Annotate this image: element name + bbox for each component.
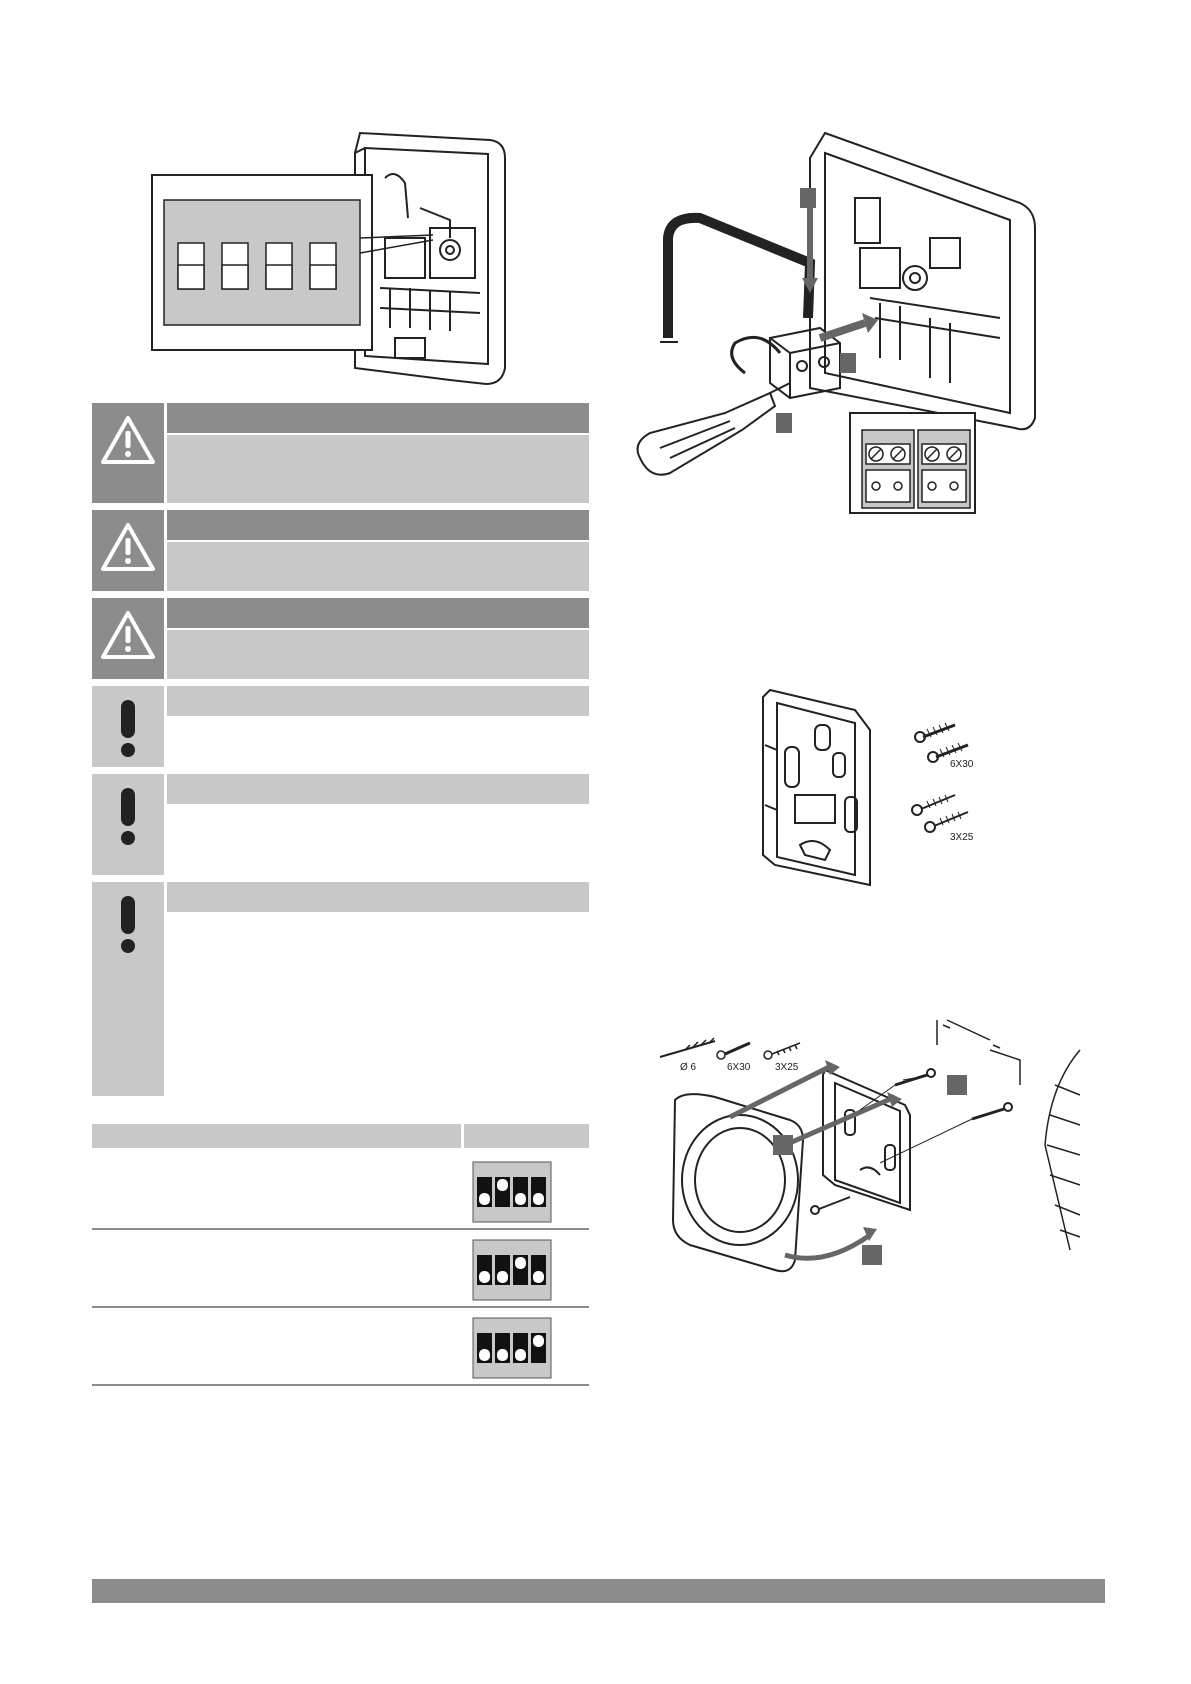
wiring-figure xyxy=(630,128,1050,518)
dip-switch-diagram xyxy=(472,1317,552,1379)
notice-body xyxy=(167,435,589,503)
warning-icon-box xyxy=(92,598,164,679)
note-notice xyxy=(92,774,589,875)
switch-knob-down xyxy=(533,1193,544,1205)
exclamation-icon xyxy=(118,894,138,954)
switch-knob-up xyxy=(533,1335,544,1347)
note-icon-box xyxy=(92,774,164,875)
warning-triangle-icon xyxy=(100,522,156,572)
notice-header xyxy=(167,598,589,628)
table-row xyxy=(92,1150,589,1230)
switch-knob-up xyxy=(515,1257,526,1269)
notice-header xyxy=(167,403,589,433)
switch-knob-down xyxy=(497,1271,508,1283)
notice-body xyxy=(167,718,589,767)
notice-body xyxy=(167,542,589,591)
notice-body xyxy=(167,806,589,875)
table-header-switch xyxy=(464,1124,589,1148)
note-notice xyxy=(92,686,589,767)
dip-switch-diagram xyxy=(472,1161,552,1223)
svg-text:3X25: 3X25 xyxy=(775,1062,799,1073)
svg-text:Ø 6: Ø 6 xyxy=(680,1062,697,1073)
svg-text:3X25: 3X25 xyxy=(950,832,974,843)
notice-header xyxy=(167,510,589,540)
svg-text:6X30: 6X30 xyxy=(727,1062,751,1073)
footer-bar xyxy=(92,1579,1105,1603)
table-row xyxy=(92,1228,589,1308)
note-notice xyxy=(92,882,589,1096)
notice-header xyxy=(167,882,589,912)
notice-header xyxy=(167,774,589,804)
warning-triangle-icon xyxy=(100,415,156,465)
warning-notice xyxy=(92,510,589,591)
notice-body xyxy=(167,630,589,679)
switch-knob-down xyxy=(515,1349,526,1361)
switch-knob-down xyxy=(479,1271,490,1283)
warning-notice xyxy=(92,598,589,679)
warning-triangle-icon xyxy=(100,610,156,660)
exclamation-icon xyxy=(118,786,138,846)
dip-switch-figure xyxy=(150,128,535,388)
note-icon-box xyxy=(92,686,164,767)
svg-text:6X30: 6X30 xyxy=(950,759,974,770)
notice-body xyxy=(167,914,589,1096)
notice-header xyxy=(167,686,589,716)
switch-knob-down xyxy=(497,1349,508,1361)
dip-switch-diagram xyxy=(472,1239,552,1301)
note-icon-box xyxy=(92,882,164,1096)
switch-knob-down xyxy=(515,1193,526,1205)
backplate-figure xyxy=(755,685,985,890)
table-header-description xyxy=(92,1124,461,1148)
warning-notice xyxy=(92,403,589,503)
switch-knob-down xyxy=(533,1271,544,1283)
mounting-figure xyxy=(655,1005,1085,1280)
switch-knob-down xyxy=(479,1349,490,1361)
switch-knob-down xyxy=(479,1193,490,1205)
warning-icon-box xyxy=(92,510,164,591)
warning-icon-box xyxy=(92,403,164,503)
exclamation-icon xyxy=(118,698,138,758)
table-row xyxy=(92,1306,589,1386)
switch-knob-up xyxy=(497,1179,508,1191)
